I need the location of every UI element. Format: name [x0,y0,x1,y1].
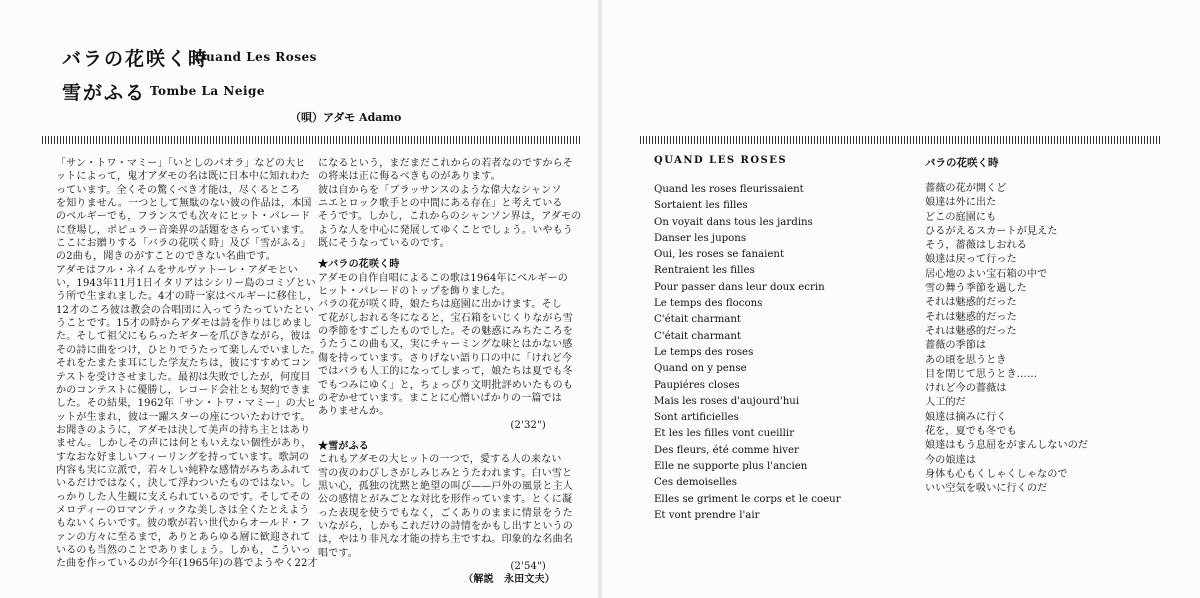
notes-continuation [318,157,580,250]
notes-line: お聞きのように，アダモは決して美声の持ち主とはあり [56,424,311,436]
notes-line: ットが生まれ，彼は一躍スターの座についたわけです。 [56,411,311,423]
notes-line: その詩に曲をつけ，ひとりでうたって楽しんでいました。 [56,344,321,356]
lyric-line: C'était charmant [654,330,741,342]
song2-duration: (2'54") [510,560,546,572]
lyric-line: 娘達は外に出た [925,197,997,209]
notes-line: 公の感情とがみごとな対比を形作っています。とくに凝 [318,494,573,506]
lyric-line: どこの庭園にも [925,211,997,223]
lyric-line: Le temps des roses [654,346,754,358]
lyric-line: Danser les jupons [654,232,747,244]
lyric-line: 居心地のよい宝石箱の中で [925,268,1048,280]
notes-line: のベルギーでも，フランスでも次々にヒット・パレード [56,211,311,223]
notes-line: アダモはフル・ネイムをサルヴァトーレ・アダモとい [56,264,298,276]
notes-line: っかりした人生観に支えられているのです。そしてその [56,491,311,503]
lyric-line: Oui, les roses se fanaient [654,249,785,261]
commentary-credit: （解説 永田文夫） [463,574,555,586]
notes-line: バラの花が咲く時，娘たちは庭園に出かけます。そし [318,299,562,311]
notes-line: した。その結果，1962年「サン・トワ・マミー」の大ヒ [56,398,317,410]
song2-title-french: Tombe La Neige [150,84,266,98]
lyric-line: Elles se griment le corps et le coeur [654,493,841,505]
lyric-line: 今の娘達は [925,454,976,466]
notes-line: になるという，まだまだこれからの若者なのですからそ [318,158,573,169]
lyric-line: あの頃を思うとき [925,354,1007,366]
notes-line: でもつみにゆく」と，ちょっぴり文明批評めいたものも [318,379,573,391]
notes-line: 傷を持っています。さりげない語り口の中に「けれど今 [318,352,573,364]
right-page [602,0,1200,598]
left-page [0,0,598,598]
lyrics-title-japanese: バラの花咲く時 [925,157,999,169]
notes-line: ような人を中心に発展してゆくことでしょう。いやもう [318,224,573,236]
lyric-line: 雪の舞う季節を過した [925,283,1027,295]
subheading-song1: ★バラの花咲く時 [318,259,400,271]
notes-line: った表現を使うでもなく，ごくありのままに情景をうた [318,507,573,519]
notes-line: は，やはり非凡な才能の持ち主ですね。印象的な名曲名 [318,534,573,546]
notes-line: 「サン・トワ・マミー」「いとしのパオラ」などの大ヒ [56,158,306,169]
french-lyrics [654,182,841,524]
lyric-line: Paupiéres closes [654,379,740,391]
notes-line: これもアダモの大ヒットの一つで，愛する人の来ない [318,454,562,466]
notes-line: ません。しかしその声には何ともいえない個性があり， [56,438,312,450]
song1-description [318,272,580,419]
notes-line: 既にそうなっているのです。 [318,238,450,250]
lyric-line: Rentraient les filles [654,265,755,277]
notes-line: っています。全くその驚くべき才能は，尽くるところ [56,184,300,196]
song1-duration: (2'32") [510,419,546,431]
lyric-line: けれど今の薔薇は [925,383,1007,395]
notes-line: い，1943年11月1日イタリアはシシリー島のコミゾとい [56,278,316,290]
lyric-line: 娘達はもう息屈をがまんしないのだ [925,440,1088,452]
notes-line: メロディーのロマンティックな美しさは全くたとえよう [56,504,310,516]
notes-line: すなおな好ましいフィーリングを持っています。歌詞の [56,451,310,463]
lyric-line: 薔薇の花が開くど [925,183,1007,194]
lyric-line: そう，薔薇はしおれる [925,240,1027,252]
notes-line: かのコンテストに優勝し，レコード会社とも契約できま [56,384,311,396]
lyric-line: 薔薇の季節は [925,340,987,352]
notes-line: ではバラも人工的になってしまって，娘たちは夏でも冬 [318,366,573,378]
notes-line: に登場し，ポピュラー音楽界の話題をさらっています。 [56,224,311,236]
notes-line: ァンの方々に至るまで，ありとあらゆる層に歓迎されて [56,531,311,543]
notes-line: を知りません。一つとして無駄のない彼の作品は，本国 [56,198,312,210]
liner-notes-column-2 [318,157,580,587]
notes-line: そうです。しかし，これからのシャンソン界は，アダモの [318,211,582,223]
notes-line: アダモの自作自唱によるこの歌は1964年にベルギーの [318,272,568,284]
lyric-line: ひるがえるスカートが見えた [925,225,1058,237]
japanese-translation [925,182,1088,497]
lyric-line: Sortaient les filles [654,200,748,212]
lyric-line: On voyait dans tous les jardins [654,216,813,228]
notes-line: う所で生まれました。4才の時一家はベルギーに移住し， [56,291,318,303]
notes-line: た。そして祖父にもらったギターを爪びきながら，彼は [56,331,311,343]
lyric-line: C'était charmant [654,314,741,326]
notes-line: の2曲も，聞きのがすことのできない名曲です。 [56,251,276,263]
lyric-line: 人工的だ [925,397,966,409]
lyric-line: それは魅惑的だった [925,311,1017,323]
lyric-line: Et les les filles vont cueillir [654,428,795,440]
notes-line: ットによって，鬼才アダモの名は既に日本中に知れわた [56,171,311,183]
notes-line: いるのも当然のことでありましょう。しかも，こういっ [56,544,311,556]
notes-line: それをたまたま耳にした学友たちは，彼にすすめてコン [56,358,312,370]
notes-line: 唱です。 [318,547,358,559]
lyric-line: それは魅惑的だった [925,325,1017,337]
notes-line: 12才のころ彼は教会の合唱団に入ってうたっていたとい [56,304,314,316]
notes-line: ニエとロック歌手との中間にある存在」と考えている [318,198,563,210]
notes-line: のぞかせています。まことに心憎いばかりの一篇では [318,392,562,404]
notes-line: もないくらいです。彼の歌が若い世代からオールド・フ [56,518,310,530]
lyric-line: Ces demoiselles [654,477,737,489]
lyric-line: Quand on y pense [654,363,747,375]
lyric-line: いい空気を吸いに行くのだ [925,483,1048,495]
lyric-line: Des fleurs, été comme hiver [654,444,799,456]
liner-notes-column-1 [56,157,321,571]
notes-line: ありませんか。 [318,406,390,418]
lyric-line: Et vont prendre l'air [654,509,760,521]
song2-description [318,453,580,560]
notes-line: うことです。15才の時からアダモは詩を作りはじめまし [56,318,313,330]
song2-title-japanese: 雪がふる [62,82,147,104]
lyric-line: Sont artificielles [654,412,739,424]
notes-line: ヒット・パレードのトップを飾りました。 [318,286,512,298]
lyric-line: 目を閉じて思うとき…… [925,368,1038,380]
lyric-line: 娘達は戻って行った [925,254,1017,266]
lyric-line: それは魅惑的だった [925,297,1017,309]
lyric-line: 身体も心もくしゃくしゃなので [925,468,1068,480]
lyric-line: Pour passer dans leur doux ecrin [654,281,825,293]
lyric-line: 花を，夏でも冬でも [925,426,1017,438]
dotted-rule [640,136,1160,144]
notes-line: いるだけではなく，決して浮わついたものではない。し [56,478,311,490]
notes-line: ここにお贈りする「バラの花咲く時」及び「雪がふる」 [56,238,311,250]
song1-title-japanese: バラの花咲く時 [62,48,210,70]
singer-credit: （唄）アダモ Adamo [290,111,402,124]
notes-line: の季節をすごしたものでした。その魅惑にみちたころを [318,326,573,338]
lyrics-title-french: QUAND LES ROSES [654,155,788,166]
lyric-line: Mais les roses d'aujourd'hui [654,395,800,407]
notes-line: 黒い心，孤独の沈黙と絶望の叫び——戸外の風景と主人 [318,480,573,492]
notes-line: いながら，しかもこれだけの詩情をかもし出すというの [318,520,573,532]
dotted-rule [42,136,582,144]
lyric-line: Quand les roses fleurissaient [654,184,804,195]
notes-line: て花がしおれる冬になると，宝石箱をいじくりながら雪 [318,312,573,324]
notes-line: の将来は正に侮るべきものがあります。 [318,171,501,183]
lyric-line: 娘達は摘みに行く [925,411,1007,423]
notes-line: 雪の夜のわびしさがしみじみとうたわれます。白い雪と [318,467,573,479]
subheading-song2: ★雪がふる [318,440,369,452]
lyric-line: Le temps des flocons [654,298,763,310]
song1-title-french: Quand Les Roses [195,50,317,64]
notes-line: 内容も実に立派で，若々しい純粋な感情がみちあふれて [56,464,311,476]
notes-line: た曲を作っているのが今年(1965年)の暮でようやく22才 [56,558,318,570]
notes-line: テストを受けさせました。最初は失敗でしたが，何度目 [56,371,311,383]
lyric-line: Elle ne supporte plus l'ancien [654,461,808,473]
notes-line: 彼は自からを「ブラッサンスのような偉大なシャンソ [318,184,562,196]
notes-line: うたうこの曲も又，実にチャーミングな味とはかない感 [318,339,573,351]
